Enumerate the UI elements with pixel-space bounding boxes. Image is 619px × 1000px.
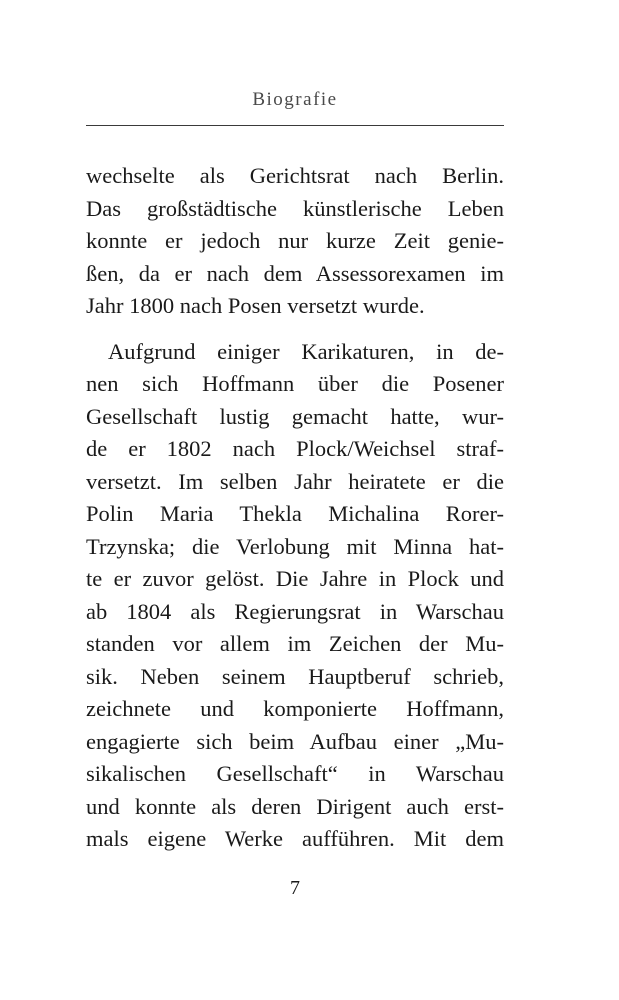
paragraph-2: [86, 336, 504, 856]
text-line: nen sich Hoffmann über die Posener: [86, 371, 504, 396]
text-line: zeichnete und komponierte Hoffmann,: [86, 696, 504, 721]
text-line: standen vor allem im Zeichen der Mu-: [86, 631, 504, 656]
text-line: versetzt. Im selben Jahr heiratete er die: [86, 468, 504, 494]
text-line-indented: [86, 336, 504, 369]
text-line: ßen, da er nach dem Assessorexamen im: [86, 260, 504, 286]
text-line: konnte er jedoch nur kurze Zeit genie-: [86, 228, 504, 253]
text-line: de er 1802 nach Plock/Weichsel straf-: [86, 436, 504, 461]
text-line: Gesellschaft lustig gemacht hatte, wur-: [86, 403, 504, 429]
paragraph-1: [86, 160, 504, 323]
text-line: Jahr 1800 nach Posen versetzt wurde.: [86, 293, 425, 318]
text-line: wechselte als Gerichtsrat nach Berlin.: [86, 163, 504, 188]
paragraph-gap: [86, 323, 504, 336]
text-line: Polin Maria Thekla Michalina Rorer-: [86, 501, 504, 526]
running-head-title: Biografie: [252, 89, 338, 110]
text-line: sik. Neben seinem Hauptberuf schrieb,: [86, 663, 504, 689]
text-line: Trzynska; die Verlobung mit Minna hat-: [86, 533, 504, 559]
text-line: ab 1804 als Regierungsrat in Warschau: [86, 598, 504, 624]
text-line: sikalischen Gesellschaft“ in Warschau: [86, 761, 504, 786]
text-line: Das großstädtische künstlerische Leben: [86, 195, 504, 221]
body-text: [86, 160, 504, 856]
text-line-content: Aufgrund einiger Karikaturen, in de-: [108, 338, 504, 364]
text-line: und konnte als deren Dirigent auch erst-: [86, 793, 504, 819]
text-line: te er zuvor gelöst. Die Jahre in Plock und: [86, 566, 504, 591]
page-number: 7: [290, 877, 300, 899]
header-rule: [86, 125, 504, 126]
text-line: engagierte sich beim Aufbau einer „Mu-: [86, 728, 504, 754]
text-line: mals eigene Werke aufführen. Mit dem: [86, 826, 504, 851]
